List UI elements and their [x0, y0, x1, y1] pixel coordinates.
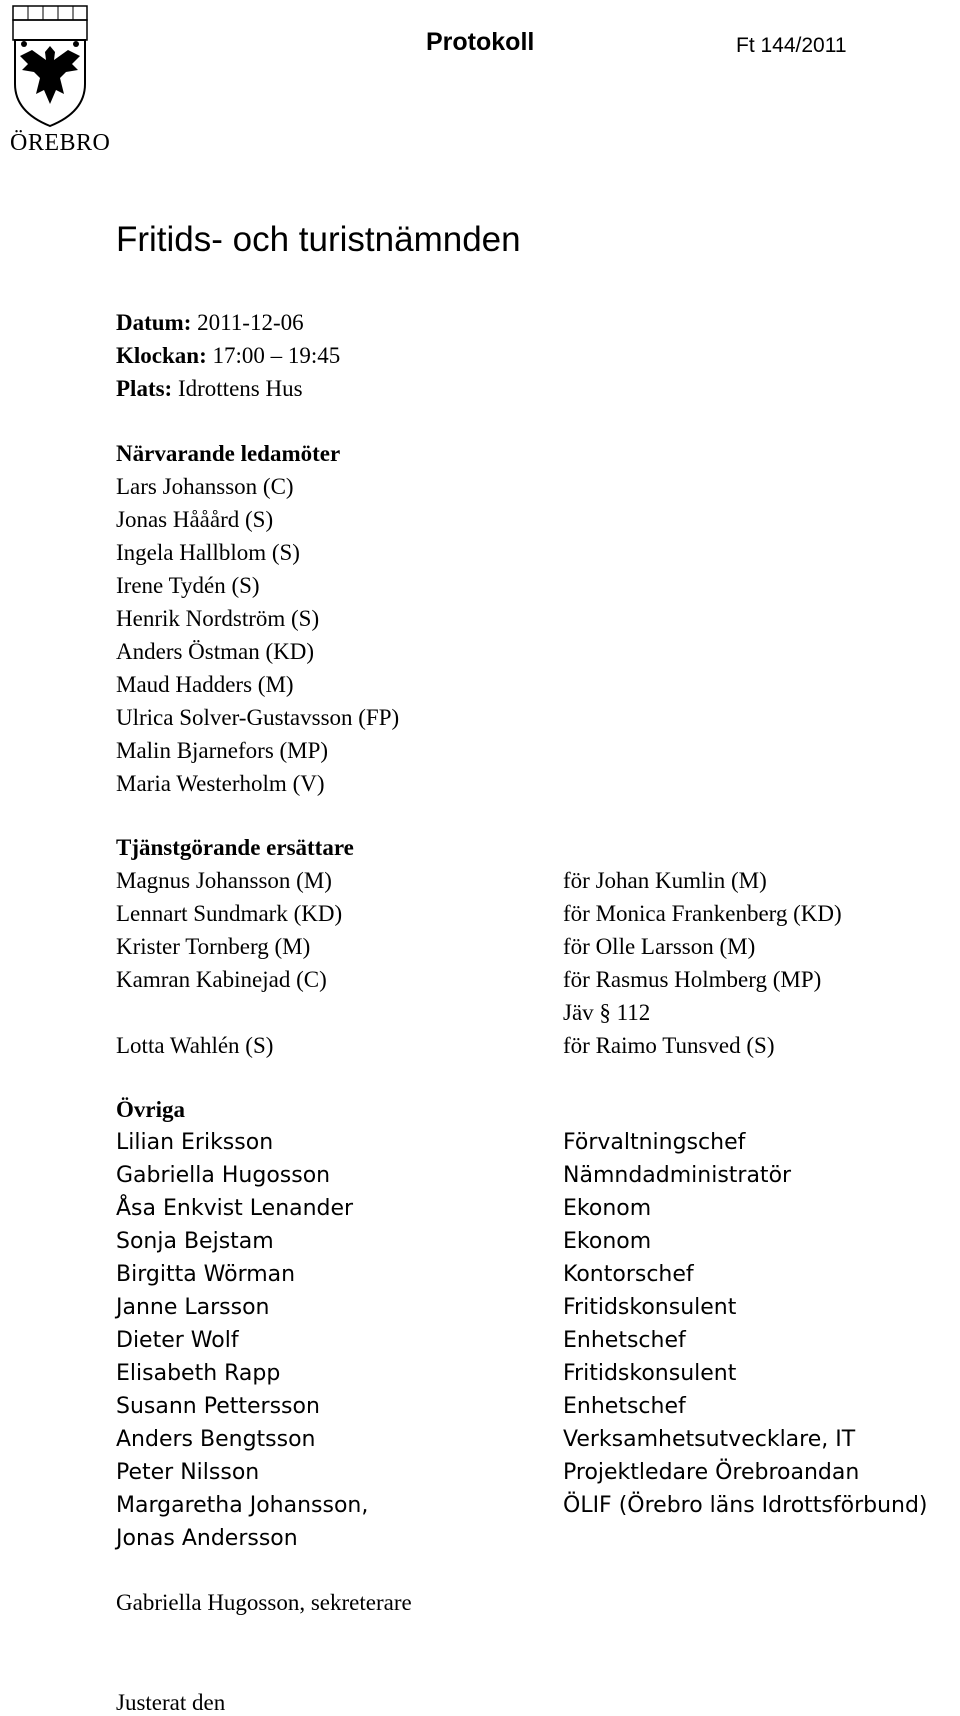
- other-name: Peter Nilsson: [116, 1460, 260, 1485]
- members-section: [116, 437, 399, 800]
- date-value: 2011-12-06: [191, 310, 304, 335]
- other-name: Anders Bengtsson: [116, 1427, 316, 1452]
- other-role: Ekonom: [563, 1229, 652, 1254]
- substitute-note: för Raimo Tunsved (S): [563, 1033, 775, 1058]
- member-row: Malin Bjarnefors (MP): [116, 738, 329, 763]
- other-role: ÖLIF (Örebro läns Idrottsförbund): [563, 1493, 928, 1518]
- members-heading: Närvarande ledamöter: [116, 441, 341, 466]
- other-name: Susann Pettersson: [116, 1394, 320, 1419]
- substitute-name: [116, 996, 354, 1029]
- substitute-note: Jäv § 112: [563, 1000, 651, 1025]
- other-name: Sonja Bejstam: [116, 1229, 274, 1254]
- other-role: Förvaltningschef: [563, 1130, 746, 1155]
- other-role: Ekonom: [563, 1196, 652, 1221]
- other-name: Gabriella Hugosson: [116, 1163, 331, 1188]
- orebro-coat-of-arms-logo: [10, 4, 111, 156]
- other-role: Kontorschef: [563, 1262, 694, 1287]
- member-row: Anders Östman (KD): [116, 639, 315, 664]
- substitutes-notes: [563, 864, 842, 1062]
- member-row: Maria Westerholm (V): [116, 771, 325, 796]
- other-role: Fritidskonsulent: [563, 1295, 737, 1320]
- substitute-name: Krister Tornberg (M): [116, 934, 311, 959]
- other-name: Birgitta Wörman: [116, 1262, 296, 1287]
- substitute-name: Lennart Sundmark (KD): [116, 901, 343, 926]
- other-name: Lilian Eriksson: [116, 1130, 274, 1155]
- other-name: Jonas Andersson: [116, 1526, 298, 1551]
- substitute-name: Lotta Wahlén (S): [116, 1033, 274, 1058]
- protocol-reference: Ft 144/2011: [736, 34, 847, 57]
- other-role: Enhetschef: [563, 1328, 686, 1353]
- adjusted-line: Justerat den: [116, 1690, 226, 1715]
- place-label: Plats:: [116, 376, 173, 401]
- other-name: Margaretha Johansson,: [116, 1493, 369, 1518]
- substitutes-heading: Tjänstgörande ersättare: [116, 835, 354, 860]
- time-value: 17:00 – 19:45: [206, 343, 341, 368]
- substitute-note: för Monica Frankenberg (KD): [563, 901, 842, 926]
- member-row: Henrik Nordström (S): [116, 606, 320, 631]
- substitute-name: Magnus Johansson (M): [116, 868, 332, 893]
- member-row: Irene Tydén (S): [116, 573, 260, 598]
- other-name: Janne Larsson: [116, 1295, 270, 1320]
- substitute-name: Kamran Kabinejad (C): [116, 967, 327, 992]
- other-role: Fritidskonsulent: [563, 1361, 737, 1386]
- substitute-note: för Rasmus Holmberg (MP): [563, 967, 822, 992]
- substitute-note: för Olle Larsson (M): [563, 934, 756, 959]
- place-value: Idrottens Hus: [172, 376, 303, 401]
- meeting-meta: [116, 306, 340, 405]
- member-row: Lars Johansson (C): [116, 474, 294, 499]
- substitutes-section: [116, 831, 354, 1062]
- member-row: Maud Hadders (M): [116, 672, 294, 697]
- date-label: Datum:: [116, 310, 192, 335]
- others-section: [116, 1093, 368, 1555]
- other-role: Nämndadministratör: [563, 1163, 792, 1188]
- other-name: Åsa Enkvist Lenander: [116, 1196, 354, 1221]
- other-role: Verksamhetsutvecklare, IT: [563, 1427, 856, 1452]
- member-row: Jonas Hååård (S): [116, 507, 274, 532]
- other-name: Dieter Wolf: [116, 1328, 239, 1353]
- coat-of-arms-icon: [10, 4, 90, 129]
- committee-title: Fritids- och turistnämnden: [116, 220, 521, 259]
- member-row: Ingela Hallblom (S): [116, 540, 300, 565]
- other-role: Projektledare Örebroandan: [563, 1460, 860, 1485]
- others-heading: Övriga: [116, 1097, 185, 1122]
- others-roles: [563, 1126, 928, 1522]
- substitute-note: för Johan Kumlin (M): [563, 868, 767, 893]
- secretary-line: Gabriella Hugosson, sekreterare: [116, 1590, 412, 1615]
- logo-text: ÖREBRO: [10, 130, 111, 156]
- member-row: Ulrica Solver-Gustavsson (FP): [116, 705, 400, 730]
- other-role: Enhetschef: [563, 1394, 686, 1419]
- protocol-title: Protokoll: [426, 28, 535, 56]
- time-label: Klockan:: [116, 343, 207, 368]
- other-name: Elisabeth Rapp: [116, 1361, 281, 1386]
